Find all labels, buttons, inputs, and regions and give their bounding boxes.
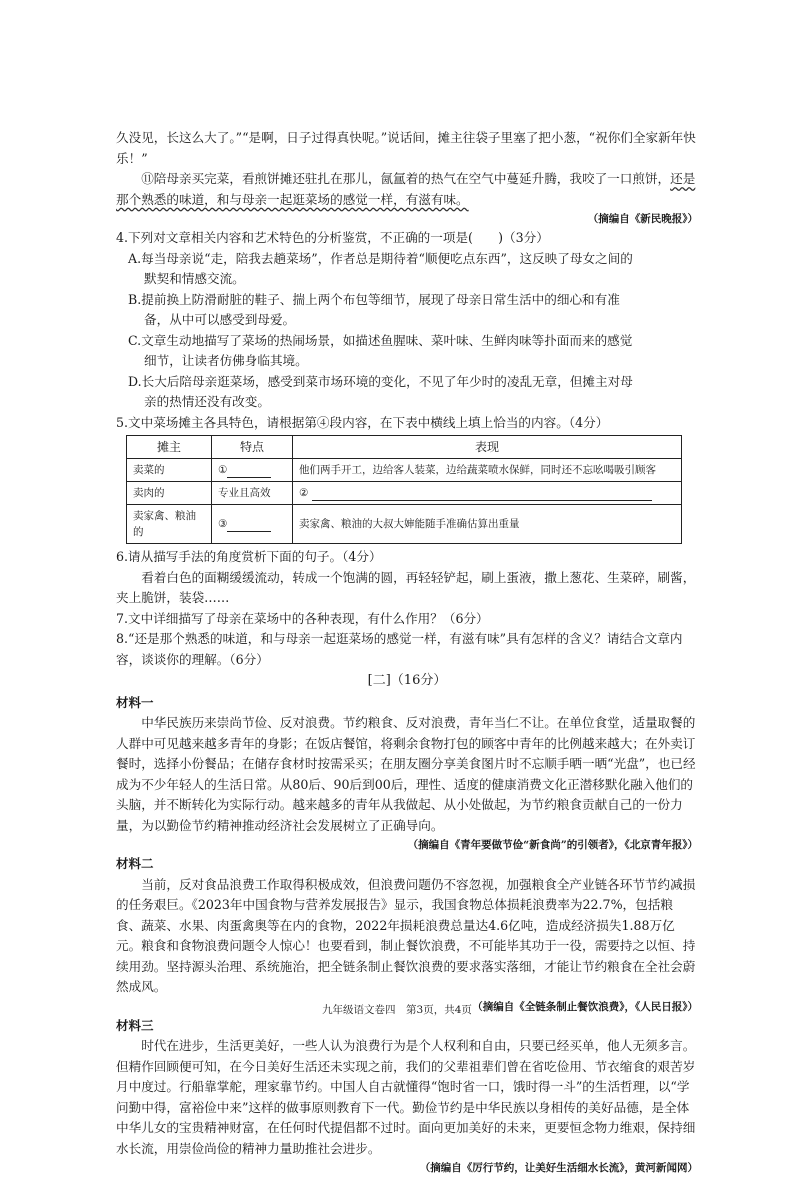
material-3-text: 时代在进步，生活更美好，一些人认为浪费行为是个人权利和自由，只要已经买单，他人无须多言。但精作回顾便可知，在今日美好生活还未实现之前，我们的父辈祖辈们曾在省吃俭用、节衣缩食的艰苦岁月中度过。行船靠掌舵，理家靠节约。中国人自古就懂得“饱时省一口，饿时得一斗”的生活哲理，以“学问勤中得，富裕俭中来”这样的做事原则教育下一代。勤俭节约是中华民族以身相传的美好品德，是全体中华儿女的宝贵精神财富，在任何时代提倡都不过时。面向更加美好的未来，更要恒念物力维艰，保持细水长流，用崇俭尚俭的精神力量助推社会进步。 <box>116 1038 696 1156</box>
vendor-cell: 卖肉的 <box>127 482 212 505</box>
question-6-stem: 6.请从描写手法的角度赏析下面的句子。（4分） <box>116 549 382 564</box>
show-cell: 他们两手开工，边给客人装菜，边给蔬菜喷水保鲜，同时还不忘吆喝吸引顾客 <box>293 459 682 482</box>
header-trait: 特点 <box>212 436 293 459</box>
table-row <box>127 459 682 482</box>
q4-option-d-cont: 亲的热情还没有改变。 <box>144 394 270 409</box>
question-8-stem: 8.“还是那个熟悉的味道，和与母亲一起逛菜场的感觉一样，有滋有味”具有怎样的含义？请结合文章内容，谈谈你的理解。（6分） <box>116 631 683 667</box>
passage-source: （摘编自《新民晚报》） <box>587 213 698 225</box>
material-2-source: （摘编自《全链条制止餐饮浪费》，《人民日报》） <box>472 1000 698 1013</box>
material-2-label: 材料二 <box>116 856 154 871</box>
q4-option-a: A.每当母亲说“走，陪我去趟菜场”，作者总是期待着“顺便吃点东西”，这反映了母女之间的 <box>128 250 633 266</box>
q4-option-a-cont: 默契和情感交流。 <box>144 271 245 286</box>
q4-option-d: D.长大后陪母亲逛菜场，感受到菜市场环境的变化，不见了年少时的凌乱无章，但摊主对母 <box>128 373 633 389</box>
page-footer: 九年级语文卷四 第3页，共4页 <box>322 1004 472 1016</box>
trait-cell: 专业且高效 <box>212 482 293 505</box>
table-row <box>127 482 682 505</box>
blank-marker: ② <box>299 487 309 499</box>
show-cell <box>293 482 682 505</box>
section-2-title: [二]（16分） <box>367 673 447 688</box>
question-7-stem: 7.文中详细描写了母亲在菜场中的各种表现，有什么作用？（6分） <box>116 610 489 626</box>
q4-option-c: C.文章生动地描写了菜场的热闹场景，如描述鱼腥味、菜叶味、生鲜肉味等扑面而来的感觉 <box>128 332 633 348</box>
material-1-label: 材料一 <box>116 694 154 710</box>
answer-blank[interactable] <box>227 519 271 532</box>
show-cell: 卖家禽、粮油的大叔大婶能随手准确估算出重量 <box>293 505 682 544</box>
question-4-stem: 4.下列对文章相关内容和艺术特色的分析鉴赏，不正确的一项是( )（3分） <box>116 230 549 245</box>
table-row <box>127 505 682 544</box>
blank-marker: ① <box>218 464 228 476</box>
material-3-label: 材料三 <box>116 1017 154 1033</box>
header-show: 表现 <box>293 436 682 459</box>
answer-blank[interactable] <box>227 465 271 478</box>
material-2-text: 当前，反对食品浪费工作取得积极成效，但浪费问题仍不容忽视，加强粮食全产业链各环节节约减损的任务艰巨。《2023年中国食物与营养发展报告》显示，我国食物总体损耗浪费率为22.7%，包括粮食、蔬菜、水果、肉蛋禽奥等在内的食物，2022年损耗浪费总量达4.6亿吨，造成经济损失1.88万亿元。粮食和食物浪费问题令人惊心！也要看到，制止餐饮浪费，不可能毕其功于一役，需要持之以恒、持续用劲。坚持源头治理、系统施治，把全链条制止餐饮浪费的要求落实落细，才能让节约粮食在全社会蔚然成风。 <box>116 876 696 994</box>
vendor-cell: 卖家禽、粮油的 <box>127 505 212 544</box>
question-5-stem: 5.文中菜场摊主各具特色，请根据第④段内容，在下表中横线上填上恰当的内容。（4分） <box>116 414 609 430</box>
q4-option-c-cont: 细节，让读者仿佛身临其境。 <box>144 353 308 368</box>
question-6-quote: 看着白色的面糊缓缓流动，转成一个饱满的圆，再轻轻铲起，刷上蛋液，撒上葱花、生菜碎，刷酱，夹上脆饼，装袋…… <box>116 569 696 605</box>
header-vendor: 摊主 <box>127 436 212 459</box>
paragraph-11 <box>116 169 698 210</box>
material-1-source: （摘编自《青年要做节俭“新食尚”的引领者》，《北京青年报》） <box>407 839 698 851</box>
trait-cell <box>212 505 293 544</box>
vendor-cell: 卖菜的 <box>127 459 212 482</box>
q4-option-b: B.提前换上防滑耐脏的鞋子、揣上两个布包等细节，展现了母亲日常生活中的细心和有准 <box>128 291 620 307</box>
vendor-table <box>126 435 682 544</box>
table-header-row <box>127 436 682 459</box>
trait-cell <box>212 459 293 482</box>
paragraph-11-start: ⑪陪母亲买完菜，看煎饼摊还驻扎在那儿，氤氲着的热气在空气中蔓延升腾，我咬了一口煎饼， <box>141 171 671 186</box>
material-1-text: 中华民族历来崇尚节俭、反对浪费。节约粮食、反对浪费，青年当仁不让。在单位食堂，适量取餐的人群中可见越来越多青年的身影；在饭店餐馆，将剩余食物打包的顾客中青年的比例越来越大；在外卖订餐时，选择小份餐品；在储存食材时按需采买；在朋友圈分享美食图片时不忘顺手晒一晒“光盘”，也已经成为不少年轻人的生活日常。从80后、90后到00后，理性、适度的健康消费文化正潜移默化融入他们的头脑，并不断转化为实际行动。越来越多的青年从我做起、从小处做起，为节约粮食贡献自己的一份力量，为以勤俭节约精神推动经济社会发展树立了正确导向。 <box>116 715 696 833</box>
q4-option-b-cont: 备，从中可以感受到母爱。 <box>144 312 296 327</box>
paragraph-11-wavy-sentence: 还是那个熟悉的味道，和与母亲一起逛菜场的感觉一样，有滋有味。 <box>116 171 696 207</box>
blank-marker: ③ <box>218 518 228 530</box>
passage-continuation: 久没见，长这么大了。”“是啊，日子过得真快呢。”说话间，摊主往袋子里塞了把小葱，“祝你们全家新年快乐！” <box>116 130 696 166</box>
material-3-source: （摘编自《厉行节约，让美好生活细水长流》，黄河新闻网） <box>419 1162 698 1174</box>
answer-blank[interactable] <box>312 488 652 501</box>
